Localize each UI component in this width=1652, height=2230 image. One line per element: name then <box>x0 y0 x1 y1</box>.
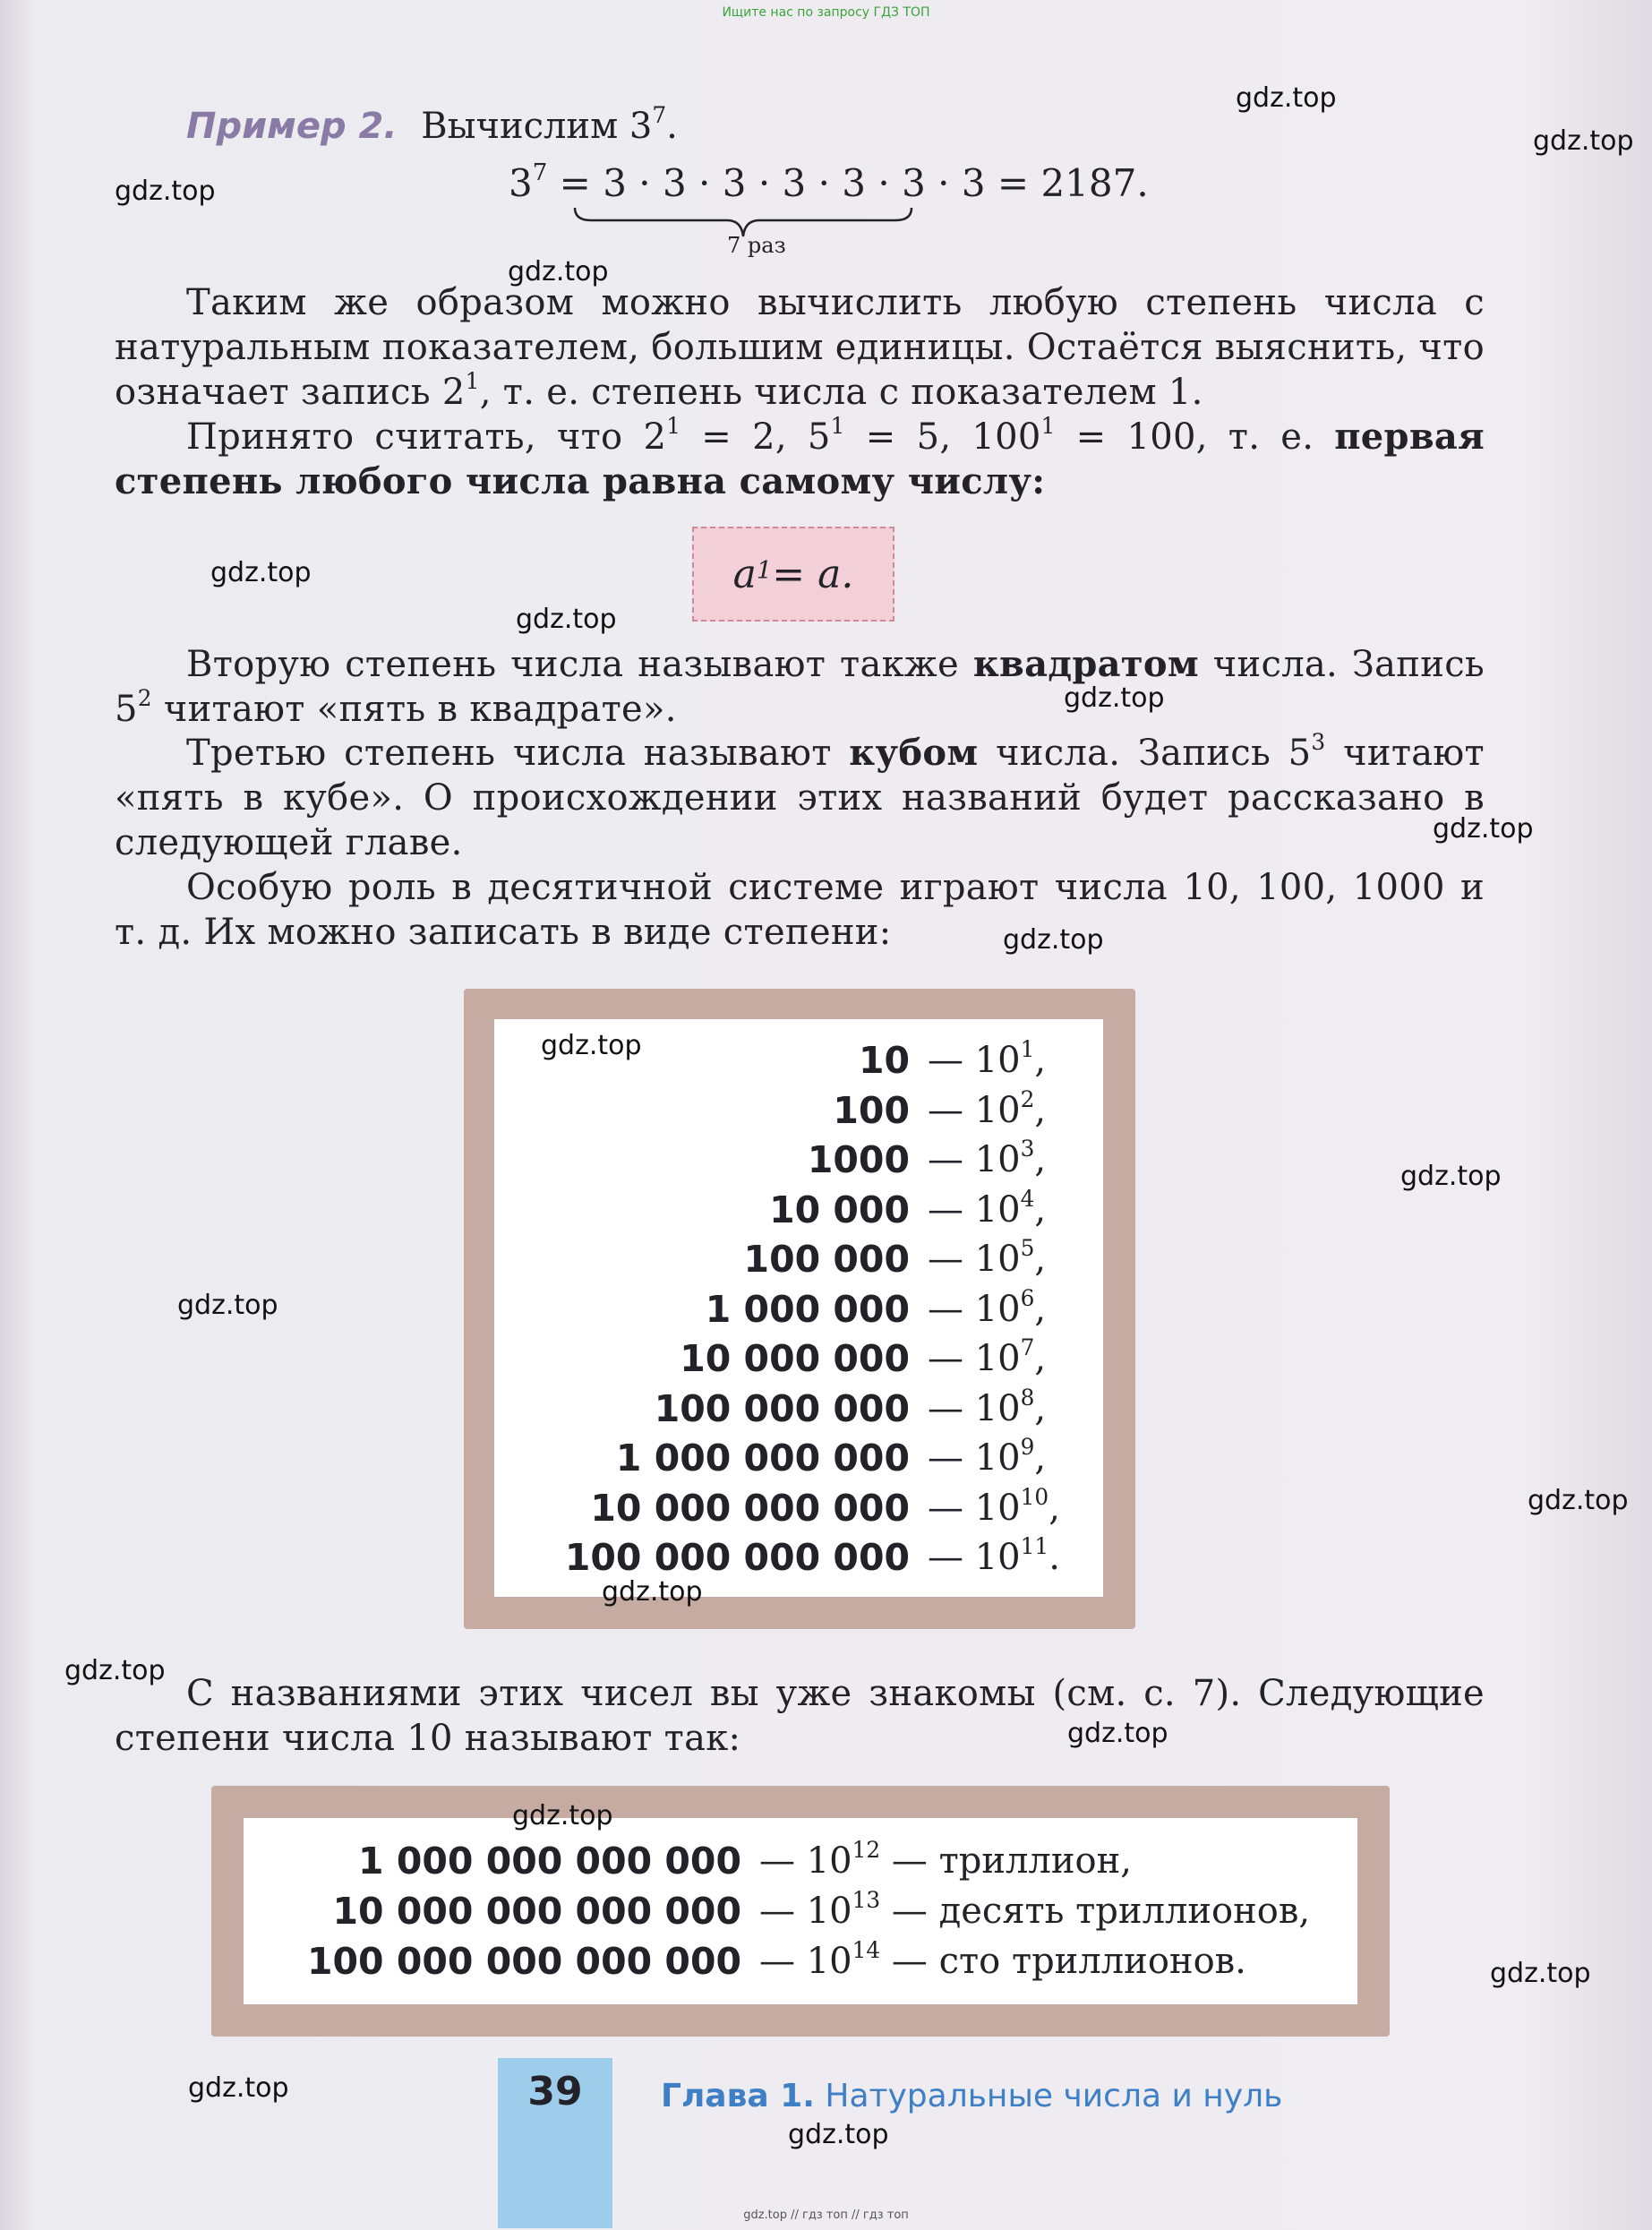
paragraph-1-text-end: , т. е. степень числа с показателем 1. <box>479 372 1203 413</box>
watermark: gdz.top <box>1003 924 1104 956</box>
power-power: — $10^3$, <box>928 1136 1047 1180</box>
power-row <box>501 1185 1046 1235</box>
watermark: gdz.top <box>512 1800 613 1831</box>
p4-text-1: Третью степень числа называют <box>186 733 850 774</box>
watermark: gdz.top <box>210 557 312 588</box>
p2-text-3: = 5, 100 <box>844 416 1041 458</box>
power-power: — $10^6$, <box>928 1284 1047 1330</box>
example-text: Вычислим 3 <box>421 106 653 147</box>
watermark: gdz.top <box>1533 125 1634 157</box>
power-row <box>501 1135 1046 1185</box>
trillion-power: — $10^{12}$ — триллион, <box>759 1837 1132 1882</box>
paragraph-1-sup: 1 <box>465 368 480 395</box>
formula-base: 3 <box>509 161 533 205</box>
paragraph-5-text: Особую роль в десятичной системе играют числа 10, 100, 1000 и т. д. Их можно записать в виде степени: <box>115 867 1485 953</box>
watermark: gdz.top <box>188 2072 289 2104</box>
power-power: — $10^1$, <box>928 1036 1047 1081</box>
watermark: gdz.top <box>788 2119 889 2150</box>
watermark: gdz.top <box>541 1030 642 1061</box>
power-power: — $10^7$, <box>928 1334 1047 1379</box>
p2-text-1: Принято считать, что 2 <box>186 416 667 458</box>
power-row <box>501 1284 1046 1334</box>
power-number: 10 <box>858 1039 910 1082</box>
power-number: 1 000 000 <box>705 1287 910 1331</box>
paragraph-2 <box>115 415 1485 504</box>
trillion-row <box>253 1886 1310 1936</box>
power-row <box>501 1334 1046 1384</box>
paragraph-3 <box>115 642 1485 732</box>
trillion-number: 1 000 000 000 000 <box>358 1840 741 1883</box>
p2-bold-rule: первая степень любого числа равна самому числу: <box>115 416 1485 502</box>
trillion-number: 100 000 000 000 000 <box>306 1940 741 1983</box>
power-power: — $10^5$, <box>928 1235 1047 1280</box>
p3-text-2: числа. Запись 5 <box>115 644 1485 730</box>
example-exponent: 7 <box>652 102 667 129</box>
watermark: gdz.top <box>1400 1161 1502 1192</box>
chapter-title <box>661 2078 1282 2114</box>
power-power: — $10^4$, <box>928 1185 1047 1231</box>
power-row <box>501 1532 1060 1582</box>
example-label: Пример 2. <box>186 106 398 147</box>
power-power: — $10^2$, <box>928 1085 1047 1131</box>
watermark: gdz.top <box>602 1576 703 1608</box>
power-power: — $10^8$, <box>928 1384 1047 1429</box>
watermark: gdz.top <box>1433 813 1534 845</box>
formula-product: = 3 · 3 · 3 · 3 · 3 · 3 · 3 = 2187. <box>559 161 1149 205</box>
trillion-row <box>253 1836 1132 1886</box>
power-power: — $10^{10}$, <box>928 1483 1060 1529</box>
p2-text-4: = 100, т. е. <box>1055 416 1335 458</box>
p3-sup: 2 <box>137 685 152 712</box>
p3-bold: квадратом <box>972 643 1199 685</box>
power-row <box>501 1234 1046 1284</box>
watermark: gdz.top <box>1064 682 1165 714</box>
p2-sup-3: 1 <box>1040 413 1056 440</box>
formula-box: a $^1$ = a. <box>692 527 894 622</box>
watermark: gdz.top <box>1236 82 1337 114</box>
p4-text-3: читают «пять в кубе». О происхождении этих названий будет рассказано в следующей главе. <box>115 733 1485 863</box>
example-heading: Пример 2. Вычислим $3^7$. <box>186 102 678 147</box>
formula-box-rest: = a. <box>772 551 854 597</box>
paragraph-6-text: С названиями этих чисел вы уже знакомы (см. с. 7). Следующие степени числа 10 называют так: <box>115 1673 1485 1759</box>
chapter-name: Натуральные числа и нуль <box>825 2078 1283 2114</box>
p2-text-2: = 2, 5 <box>680 416 831 458</box>
watermark: gdz.top <box>64 1655 166 1686</box>
trillion-row <box>253 1936 1246 1986</box>
power-number: 10 000 000 <box>680 1337 910 1380</box>
watermark: gdz.top <box>1490 1958 1591 1989</box>
power-row <box>501 1085 1046 1136</box>
p4-sup: 3 <box>1311 729 1326 756</box>
page-number: 39 <box>527 2069 583 2114</box>
watermark: gdz.top <box>1528 1485 1629 1516</box>
trillion-power: — $10^{14}$ — сто триллионов. <box>759 1937 1246 1982</box>
power-number: 100 000 <box>743 1238 910 1281</box>
watermark: gdz.top <box>1067 1718 1168 1749</box>
p4-text-2: числа. Запись 5 <box>978 733 1312 774</box>
paragraph-1 <box>115 280 1485 415</box>
power-power: — $10^9$, <box>928 1434 1047 1479</box>
trillion-number: 10 000 000 000 000 <box>332 1890 741 1933</box>
paragraph-6 <box>115 1671 1485 1761</box>
p2-sup-2: 1 <box>830 413 845 440</box>
watermark: gdz.top <box>115 176 216 207</box>
p4-bold: кубом <box>849 732 979 774</box>
paragraph-5 <box>115 865 1485 955</box>
power-number: 1000 <box>807 1138 910 1181</box>
power-formula <box>509 161 1149 206</box>
watermark: gdz.top <box>177 1290 278 1321</box>
power-number: 10 000 <box>769 1188 910 1231</box>
chapter-label: Глава 1. <box>661 2078 815 2114</box>
p3-text-1: Вторую степень числа называют также <box>186 644 973 685</box>
formula-box-base: a <box>732 551 757 597</box>
trillion-power: — $10^{13}$ — десять триллионов, <box>759 1887 1311 1932</box>
power-row <box>501 1433 1046 1483</box>
power-number: 100 <box>833 1088 910 1132</box>
power-row <box>501 1384 1046 1434</box>
paragraph-4 <box>115 731 1485 865</box>
formula-exponent: 7 <box>532 159 548 187</box>
watermark: gdz.top <box>516 604 617 635</box>
power-number: 1 000 000 000 <box>615 1437 910 1480</box>
p2-sup-1: 1 <box>666 413 681 440</box>
power-number: 10 000 000 000 <box>590 1486 910 1530</box>
brace-label: 7 раз <box>727 233 786 258</box>
power-power: — $10^{11}$. <box>928 1533 1060 1578</box>
p3-text-3: читают «пять в квадрате». <box>151 689 677 730</box>
power-row <box>501 1483 1060 1533</box>
top-banner[interactable]: Ищите нас по запросу ГДЗ ТОП <box>722 5 930 20</box>
watermark: gdz.top <box>508 256 609 287</box>
paragraph-1-text: Таким же образом можно вычислить любую степень числа с натуральным показателем, большим единицы. Остаётся выяснить, что означает запись 2 <box>115 282 1485 413</box>
power-number: 100 000 000 000 <box>564 1536 910 1579</box>
power-number: 100 000 000 <box>654 1386 910 1430</box>
bottom-banner[interactable]: gdz.top // гдз топ // гдз топ <box>743 2209 909 2222</box>
